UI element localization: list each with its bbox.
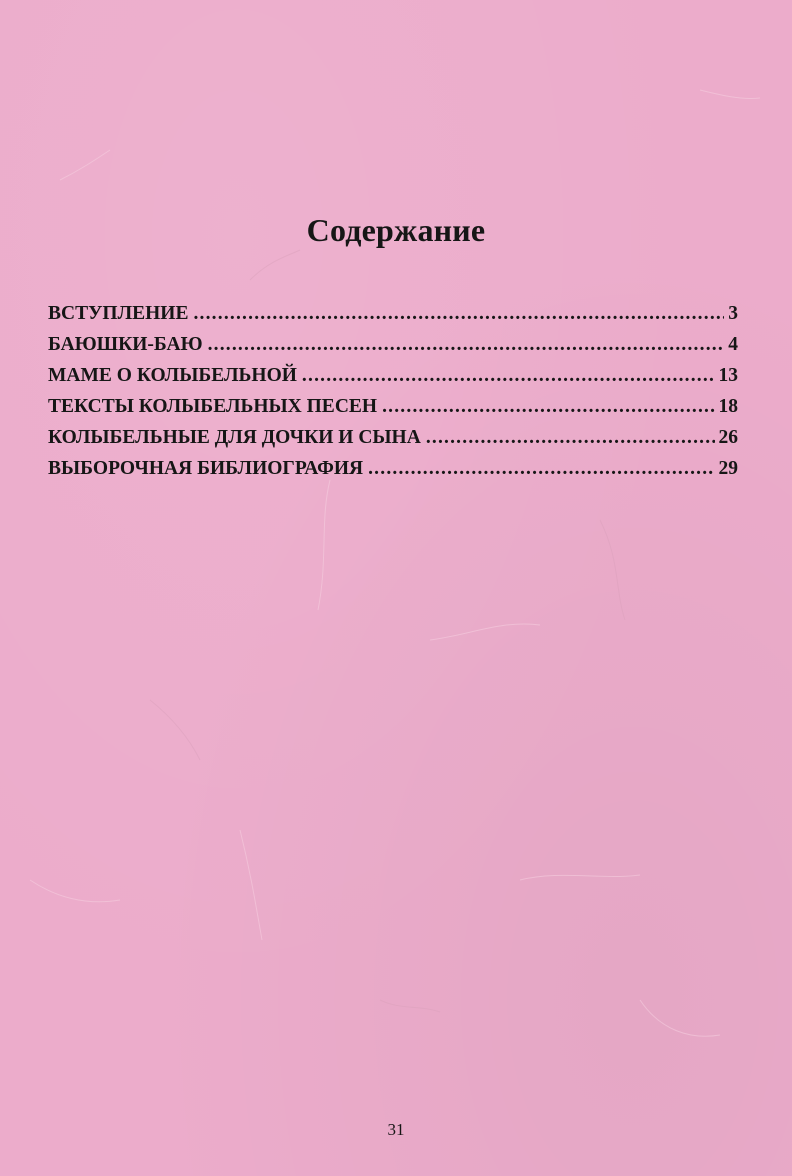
toc-entry-page: 26 [718,427,738,448]
toc-dot-leader [208,334,725,356]
toc-dot-leader [368,458,714,480]
toc-entry[interactable] [48,396,738,427]
toc-entry-label: ТЕКСТЫ КОЛЫБЕЛЬНЫХ ПЕСЕН [48,396,378,417]
toc-entry-page: 29 [718,458,738,479]
toc-entry-page: 4 [728,334,738,355]
toc-dot-leader [302,365,715,387]
page-number: 31 [387,1120,405,1139]
toc-entry-page: 13 [718,365,738,386]
toc-entry[interactable] [48,458,738,489]
toc-entry-label: ВЫБОРОЧНАЯ БИБЛИОГРАФИЯ [48,458,364,479]
toc-dot-leader [426,427,715,449]
toc-entry-label: БАЮШКИ-БАЮ [48,334,203,355]
toc-dot-leader [382,396,714,418]
table-of-contents [48,303,738,489]
toc-entry-page: 3 [728,303,738,324]
toc-entry[interactable] [48,427,738,458]
toc-entry-page: 18 [718,396,738,417]
page-title: Содержание [306,212,486,248]
toc-entry-label: ВСТУПЛЕНИЕ [48,303,189,324]
toc-entry-label: МАМЕ О КОЛЫБЕЛЬНОЙ [48,365,297,386]
toc-entry[interactable] [48,303,738,334]
toc-entry[interactable] [48,365,738,396]
toc-entry-label: КОЛЫБЕЛЬНЫЕ ДЛЯ ДОЧКИ И СЫНА [48,427,421,448]
toc-dot-leader [193,303,724,325]
toc-entry[interactable] [48,334,738,365]
